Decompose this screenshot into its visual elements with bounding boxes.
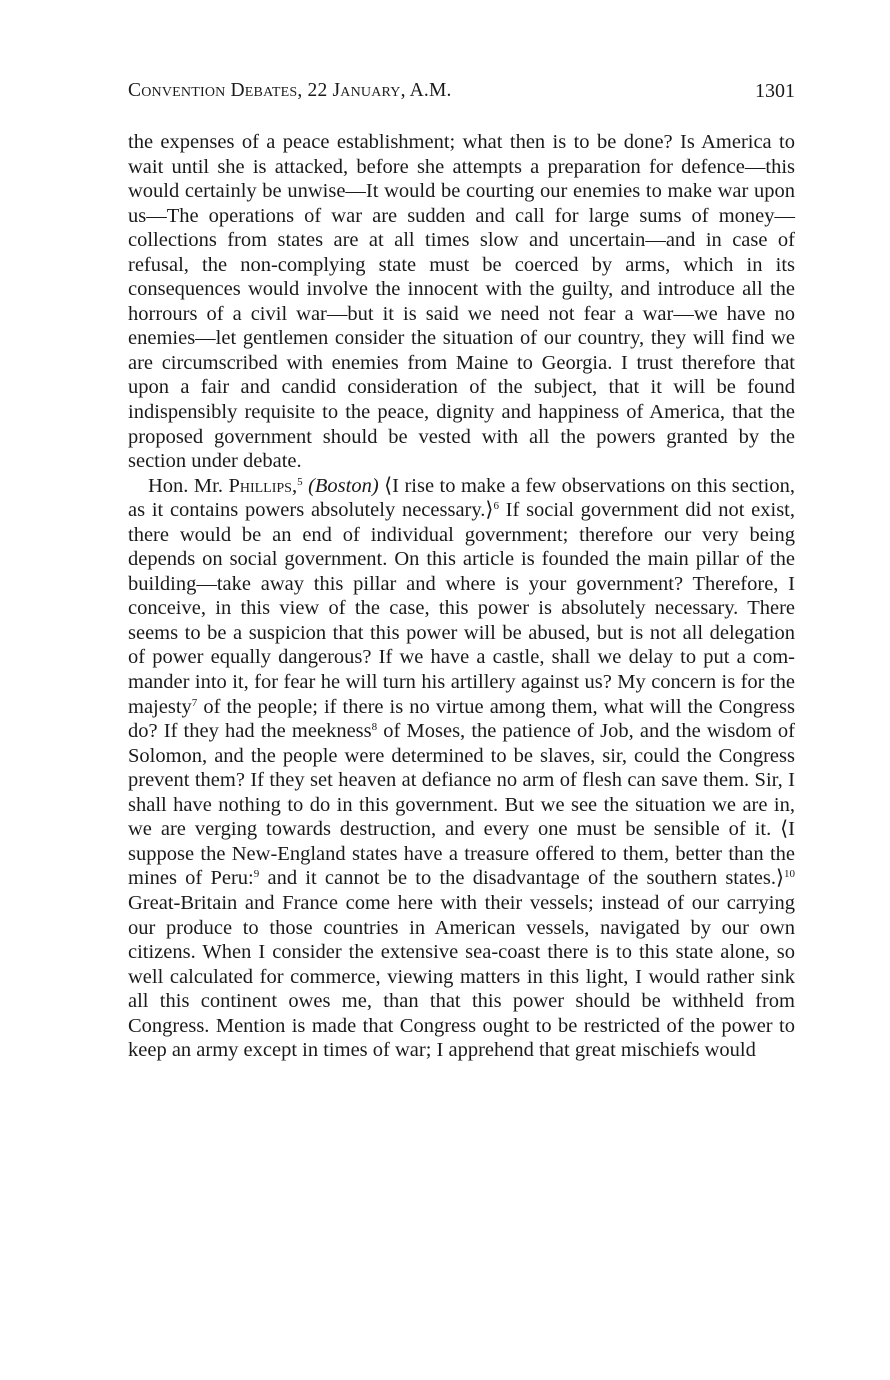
running-head <box>128 80 452 102</box>
text-span: the expenses of a peace establishment; what then is to be done? Is America to wait until she is attacked, before she attempts a preparation for defence—this would certainly be unwise—It would be courting our enemies to make war upon us—The operations of war are sudden and call for large sums of money—collections from states are at all times slow and uncertain—and in case of refusal, the non-complying state must be coerced by arms, which in its consequences would involve the innocent with the guilty, and introduce all the horrours of a civil war—but it is said we need not fear a war—we have no enemies—let gentlemen consider the situation of our country, they will find we are circumscribed with enemies from Maine to Georgia. I trust therefore that upon a fair and candid consideration of the subject, that it will be found indispensibly requisite to the peace, dignity and happiness of America, that the proposed government should be vested with all the powers granted by the section under debate. <box>128 131 795 473</box>
text-span: of the people; if there is no virtue among them, what will the Congress do? If they had the meekness <box>128 695 795 743</box>
footnote-marker: 5 <box>297 475 303 488</box>
text-span: If social government did not exist, there would be an end of individual government; therefore our very being depends on social government. On this article is founded the main pillar of the building—take away this pillar and where is your government? Therefore, I conceive, in this view of the case, this power is absolutely necessary. There seems to be a suspicion that this power will be abused, but is not all delegation of power equally dangerous? If we have a castle, shall we delay to put a commander into it, for fear he will turn his artillery against us? My concern is for the majesty <box>128 499 795 718</box>
speaker-place: (Boston) <box>308 474 379 497</box>
running-head-day: , 22 <box>297 80 333 101</box>
text-span: Great-Britain and France come here with their vessels; instead of our carrying our produce to those countries in American vessels, navigated by our own citizens. When I consider the extensive sea-coast there is to this state alone, so well calculated for commerce, viewing matters in this light, I would rather sink all this continent owes me, than that this power should be withheld from Congress. Mention is made that Congress ought to be restricted of the power to keep an army except in times of war; I apprehend that great mischiefs would <box>128 891 795 1062</box>
running-head-month: January <box>332 80 401 101</box>
text-span: of Moses, the patience of Job, and the wisdom of Solomon, and the people were determined to be slaves, sir, could the Congress prevent them? If they set heaven at defiance no arm of flesh can save them. Sir, I shall have nothing to do in this government. But we see the situation we are in, we are verging towards destruction, and every one must be sensible of it. ⟨I suppose the New-England states have a treasure offered to them, better than the mines of Peru: <box>128 720 796 890</box>
footnote-marker: 9 <box>253 868 260 881</box>
body-text <box>128 130 795 1063</box>
speaker-name: Phillips, <box>228 474 298 497</box>
paragraph-phillips-speech <box>128 474 795 1063</box>
text-span: ⟨I rise to make a few observations on this section, as it contains powers absolutely necessary.⟩ <box>128 474 795 522</box>
footnote-marker: 10 <box>784 868 795 881</box>
footnote-marker: 6 <box>493 500 499 513</box>
text-span: Hon. Mr. <box>148 474 229 497</box>
text-span: and it cannot be to the disadvantage of the southern states.⟩ <box>259 867 784 890</box>
running-head-session: , A.M. <box>400 80 452 101</box>
footnote-marker: 7 <box>191 696 198 709</box>
running-head-title: Convention Debates <box>128 80 298 101</box>
page-header <box>128 80 795 112</box>
footnote-marker: 8 <box>371 721 378 734</box>
page-number: 1301 <box>755 80 795 102</box>
paragraph-continuation <box>128 130 795 474</box>
